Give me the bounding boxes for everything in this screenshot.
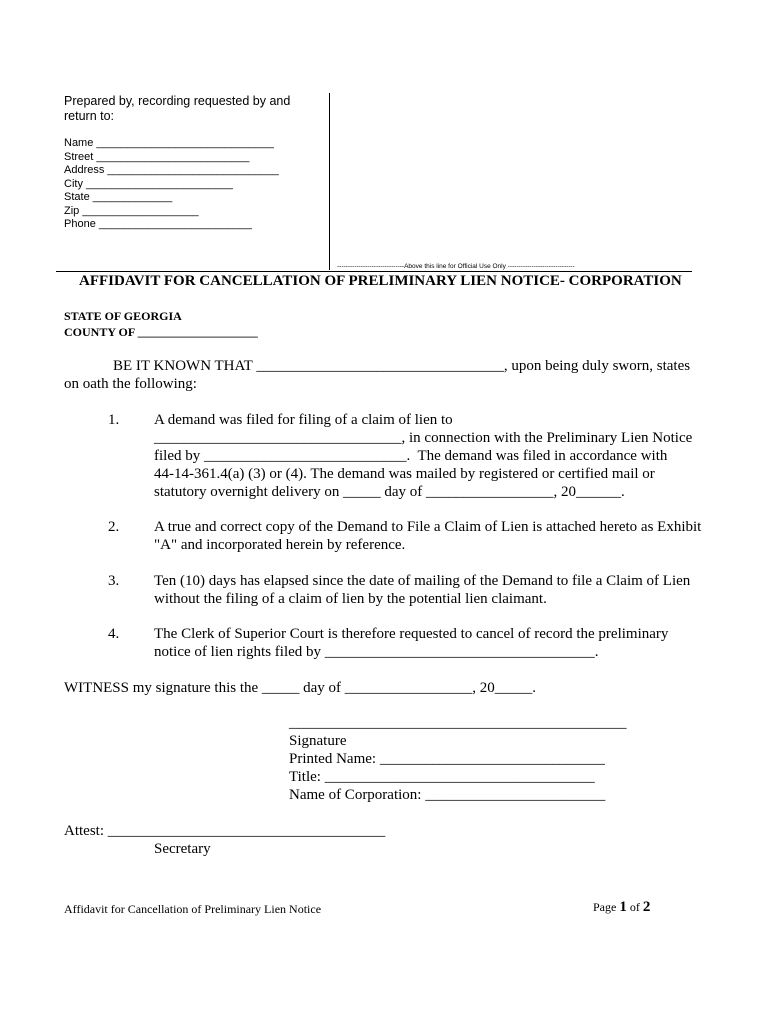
county-label: COUNTY OF ____________________ [64,325,258,339]
footer-title: Affidavit for Cancellation of Preliminary Lien Notice [64,902,322,916]
page-current: 1 [619,899,627,915]
phone-field: Phone _________________________ [64,218,252,230]
witness-line: WITNESS my signature this the _____ day of _________________, 20_____. [64,680,537,696]
title-field: Title: ____________________________________ [289,769,595,785]
intro-line2: on oath the following: [64,376,197,392]
page-total: 2 [642,899,651,915]
secretary-label: Secretary [154,841,211,857]
name-field: Name _____________________________ [64,137,274,149]
item-number: 4. [108,626,120,642]
printed-name-field: Printed Name: ______________________________ [289,751,605,767]
item-line: "A" and incorporated herein by reference. [154,537,406,553]
item-number: 2. [108,519,120,535]
zip-field: Zip ___________________ [64,204,199,217]
return-to-heading-line1: Prepared by, recording requested by and [64,94,291,108]
item-line: Ten (10) days has elapsed since the date of mailing of the Demand to file a Claim of Lien [154,573,691,589]
street-field: Street _________________________ [64,150,250,163]
item-number: 1. [108,412,120,428]
corporation-name-field: Name of Corporation: ________________________ [289,787,606,803]
intro-line1: BE IT KNOWN THAT _________________________________, upon being duly sworn, states [113,358,691,374]
state-field: State _____________ [64,191,173,203]
signature-line: _____________________________________________ [289,715,627,731]
recording-divider-vertical [329,93,330,270]
item-line: notice of lien rights filed by ____________________________________. [154,644,599,660]
return-to-heading-line2: return to: [64,109,115,123]
item-number: 3. [108,573,120,589]
document-title: AFFIDAVIT FOR CANCELLATION OF PRELIMINARY LIEN NOTICE- CORPORATION [79,273,682,289]
official-use-label: -------------------------------Above this line for Official Use Only ------------------------------- [337,263,575,270]
item-line: statutory overnight delivery on _____ day of _________________, 20______. [154,484,625,500]
item-line: filed by ___________________________. The demand was filed in accordance with [154,448,668,464]
state-label: STATE OF GEORGIA [64,309,182,323]
item-line: A true and correct copy of the Demand to File a Claim of Lien is attached hereto as Exhibit [154,519,702,535]
attest-line: Attest: _____________________________________ [64,823,386,839]
of-word: of [626,900,643,914]
page-word: Page [593,900,620,914]
address-field: Address ____________________________ [64,164,279,176]
city-field: City ________________________ [64,177,233,190]
page-number [593,899,650,916]
item-line: 44-14-361.4(a) (3) or (4). The demand was mailed by registered or certified mail or [154,466,655,482]
item-line: _________________________________, in connection with the Preliminary Lien Notice [154,430,693,446]
signature-label: Signature [289,733,347,749]
official-use-divider [56,271,692,272]
item-line: A demand was filed for filing of a claim of lien to [154,412,453,428]
item-line: without the filing of a claim of lien by the potential lien claimant. [154,591,547,607]
item-line: The Clerk of Superior Court is therefore requested to cancel of record the preliminary [154,626,669,642]
